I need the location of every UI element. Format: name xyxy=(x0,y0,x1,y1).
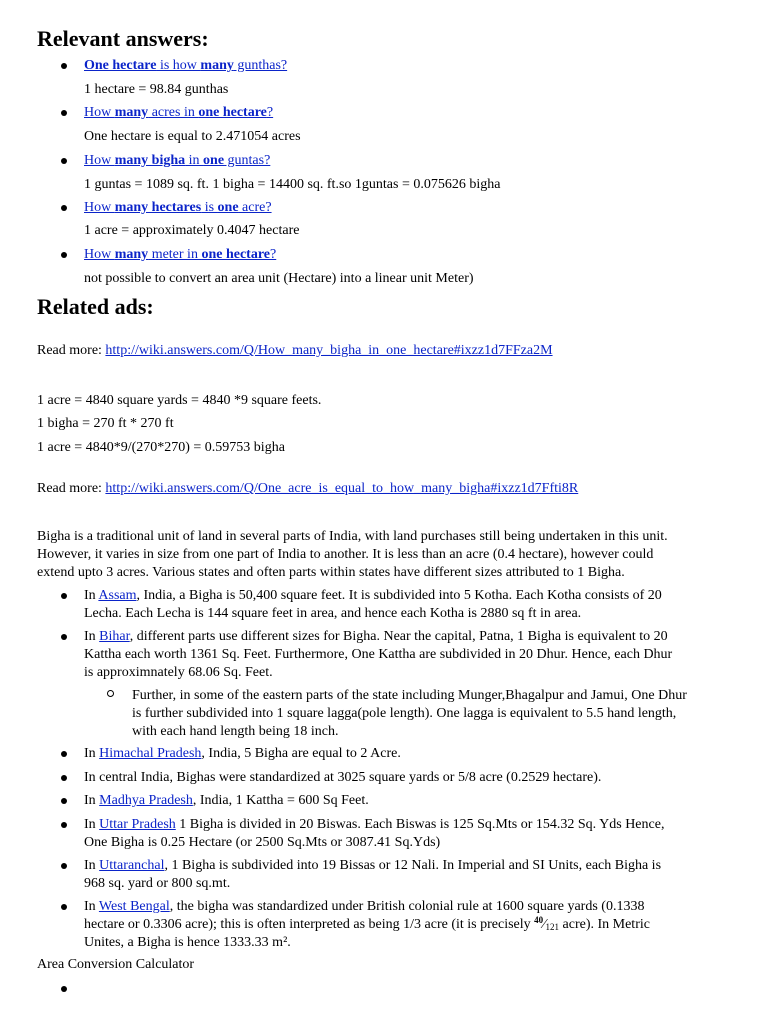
question-link[interactable] xyxy=(84,104,273,122)
bullet xyxy=(61,205,67,211)
answer-text: 1 guntas = 1089 sq. ft. 1 bigha = 14400 sq. ft.so 1guntas = 0.075626 bigha xyxy=(84,177,501,192)
uttar-text: 1 Bigha is divided in 20 Biswas. Each Biswas is 125 Sq.Mts or 154.32 Sq. Yds Hence, xyxy=(175,817,665,832)
question-part: ? xyxy=(266,105,274,120)
bihar-sub-line: is further subdivided into 1 square lagga(pole length). One lagga is equivalent to 5.5 hand length, xyxy=(132,706,677,721)
bullet xyxy=(61,986,67,992)
uttar-link[interactable]: Uttar Pradesh xyxy=(99,817,176,832)
question-part: many xyxy=(114,247,149,262)
bullet xyxy=(61,822,67,828)
bullet xyxy=(61,63,67,69)
hollow-bullet xyxy=(107,690,114,697)
calculator-title: Area Conversion Calculator xyxy=(37,957,195,972)
question-part: ? xyxy=(270,247,277,262)
assam-text-cont: Lecha. Each Lecha is 144 square feet in area, and hence each Kotha is 2880 sq ft in area. xyxy=(84,606,582,621)
conversion-line: 1 acre = 4840 square yards = 4840 *9 square feets. xyxy=(37,393,322,408)
question-part: is how xyxy=(156,58,201,73)
question-part: one hectare xyxy=(198,105,267,120)
read-more-link[interactable]: http://wiki.answers.com/Q/How_many_bigha_in_one_hectare#ixzz1d7FFza2M xyxy=(105,343,553,358)
himachal-text: , India, 5 Bigha are equal to 2 Acre. xyxy=(201,746,401,761)
westbengal-text-b: acre). In Metric xyxy=(559,917,650,932)
question-part: many xyxy=(114,105,149,120)
in-prefix: In xyxy=(84,746,100,761)
in-prefix: In xyxy=(84,588,99,603)
bullet xyxy=(61,593,67,599)
question-link[interactable] xyxy=(84,246,276,264)
question-part: How xyxy=(84,200,115,215)
uttaranchal-text-cont: 968 sq. yard or 800 sq.mt. xyxy=(84,876,231,891)
bullet xyxy=(61,863,67,869)
question-part: gunthas? xyxy=(233,58,288,73)
bullet xyxy=(61,634,67,640)
read-more-label: Read more: xyxy=(37,481,106,496)
bihar-sub-line: with each hand length being 18 inch. xyxy=(132,724,339,739)
bullet xyxy=(61,158,67,164)
state-item-uttar xyxy=(84,816,664,834)
read-more-line xyxy=(37,342,553,360)
in-prefix: In xyxy=(84,793,100,808)
uttaranchal-text: , 1 Bigha is subdivided into 19 Bissas or 12 Nali. In Imperial and SI Units, each Bigha is xyxy=(164,858,662,873)
bihar-sub-line: Further, in some of the eastern parts of the state including Munger,Bhagalpur and Jamui, One Dhur xyxy=(132,688,687,703)
question-part: many bigha xyxy=(114,153,186,168)
question-part: one xyxy=(217,200,239,215)
answer-text: One hectare is equal to 2.471054 acres xyxy=(84,129,301,144)
westbengal-text-cont: Unites, a Bigha is hence 1333.33 m². xyxy=(84,935,291,950)
question-part: How xyxy=(84,105,115,120)
question-part: How xyxy=(84,153,115,168)
westbengal-text: , the bigha was standardized under British colonial rule at 1600 square yards (0.1338 xyxy=(169,899,645,914)
westbengal-text-cont: hectare or 0.3306 acre); this is often interpreted as being 1/3 acre (it is precisely $^{40}⁄_{121}$ acre). In Metric xyxy=(84,915,650,932)
question-part: one hectare xyxy=(201,247,271,262)
question-part: acre? xyxy=(238,200,272,215)
question-link[interactable] xyxy=(84,57,287,75)
bullet xyxy=(61,751,67,757)
bihar-text-cont: Kattha each worth 1361 Sq. Feet. Furthermore, One Kattha are subdivided in 20 Dhur. Hence, each Dhur xyxy=(84,647,673,662)
bullet xyxy=(61,252,67,258)
westbengal-text-a: hectare or 0.3306 acre); this is often interpreted as being 1/3 acre (it is precisely xyxy=(84,917,535,932)
read-more-link[interactable]: http://wiki.answers.com/Q/One_acre_is_equal_to_how_many_bigha#ixzz1d7Ffti8R xyxy=(105,481,579,496)
assam-text: , India, a Bigha is 50,400 square feet. It is subdivided into 5 Kotha. Each Kotha consists of 20 xyxy=(136,588,662,603)
conversion-line: 1 bigha = 270 ft * 270 ft xyxy=(37,416,174,431)
bullet xyxy=(61,904,67,910)
relevant-answers-heading: Relevant answers: xyxy=(37,26,209,51)
bullet xyxy=(61,798,67,804)
question-link[interactable] xyxy=(84,199,272,217)
bihar-text: , different parts use different sizes for Bigha. Near the capital, Patna, 1 Bigha is equivalent to 20 xyxy=(129,629,668,644)
state-item-uttaranchal xyxy=(84,857,661,875)
read-more-label: Read more: xyxy=(37,343,106,358)
bullet xyxy=(61,775,67,781)
answer-text: 1 hectare = 98.84 gunthas xyxy=(84,82,229,97)
assam-link[interactable]: Assam xyxy=(98,588,137,603)
state-item-madhya xyxy=(84,792,369,810)
conversion-line: 1 acre = 4840*9/(270*270) = 0.59753 bigha xyxy=(37,440,285,455)
question-part: How xyxy=(84,247,115,262)
state-item-assam xyxy=(84,587,662,605)
question-part: many hectares xyxy=(114,200,202,215)
question-part: acres in xyxy=(148,105,199,120)
question-part: One hectare xyxy=(84,58,157,73)
state-item-central: In central India, Bighas were standardized at 3025 square yards or 5/8 acre (0.2529 hectare). xyxy=(84,770,602,785)
state-item-westbengal xyxy=(84,898,644,916)
fraction-denominator: 121 xyxy=(545,922,560,932)
westbengal-link[interactable]: West Bengal xyxy=(98,899,170,914)
question-part: one xyxy=(203,153,225,168)
madhya-link[interactable]: Madhya Pradesh xyxy=(99,793,193,808)
uttaranchal-link[interactable]: Uttaranchal xyxy=(99,858,165,873)
intro-line: Bigha is a traditional unit of land in several parts of India, with land purchases still being undertaken in this unit. xyxy=(37,529,668,544)
state-item-bihar xyxy=(84,628,668,646)
bullet xyxy=(61,110,67,116)
question-part: is xyxy=(201,200,218,215)
fraction-numerator: 40 xyxy=(534,915,544,925)
intro-line: However, it varies in size from one part of India to another. It is less than an acre (0.4 hectare), however could xyxy=(37,547,654,562)
question-part: in xyxy=(185,153,204,168)
answer-text: not possible to convert an area unit (Hectare) into a linear unit Meter) xyxy=(84,271,474,286)
question-part: guntas? xyxy=(224,153,271,168)
question-part: many xyxy=(200,58,234,73)
question-link[interactable] xyxy=(84,152,270,170)
uttar-text-cont: One Bigha is 0.25 Hectare (or 2500 Sq.Mts or 3087.41 Sq.Yds) xyxy=(84,835,441,850)
question-part: meter in xyxy=(148,247,202,262)
in-prefix: In xyxy=(84,858,100,873)
in-prefix: In xyxy=(84,899,99,914)
intro-line: extend upto 3 acres. Various states and often parts within states have different sizes attributed to 1 Bigha. xyxy=(37,565,625,580)
in-prefix: In xyxy=(84,817,100,832)
himachal-link[interactable]: Himachal Pradesh xyxy=(99,746,202,761)
bihar-link[interactable]: Bihar xyxy=(99,629,130,644)
madhya-text: , India, 1 Kattha = 600 Sq Feet. xyxy=(192,793,369,808)
state-item-himachal xyxy=(84,745,401,763)
read-more-line xyxy=(37,480,578,498)
answer-text: 1 acre = approximately 0.4047 hectare xyxy=(84,223,300,238)
in-prefix: In xyxy=(84,629,100,644)
related-ads-heading: Related ads: xyxy=(37,294,154,319)
bihar-text-cont: is approximnately 68.06 Sq. Feet. xyxy=(84,665,273,680)
